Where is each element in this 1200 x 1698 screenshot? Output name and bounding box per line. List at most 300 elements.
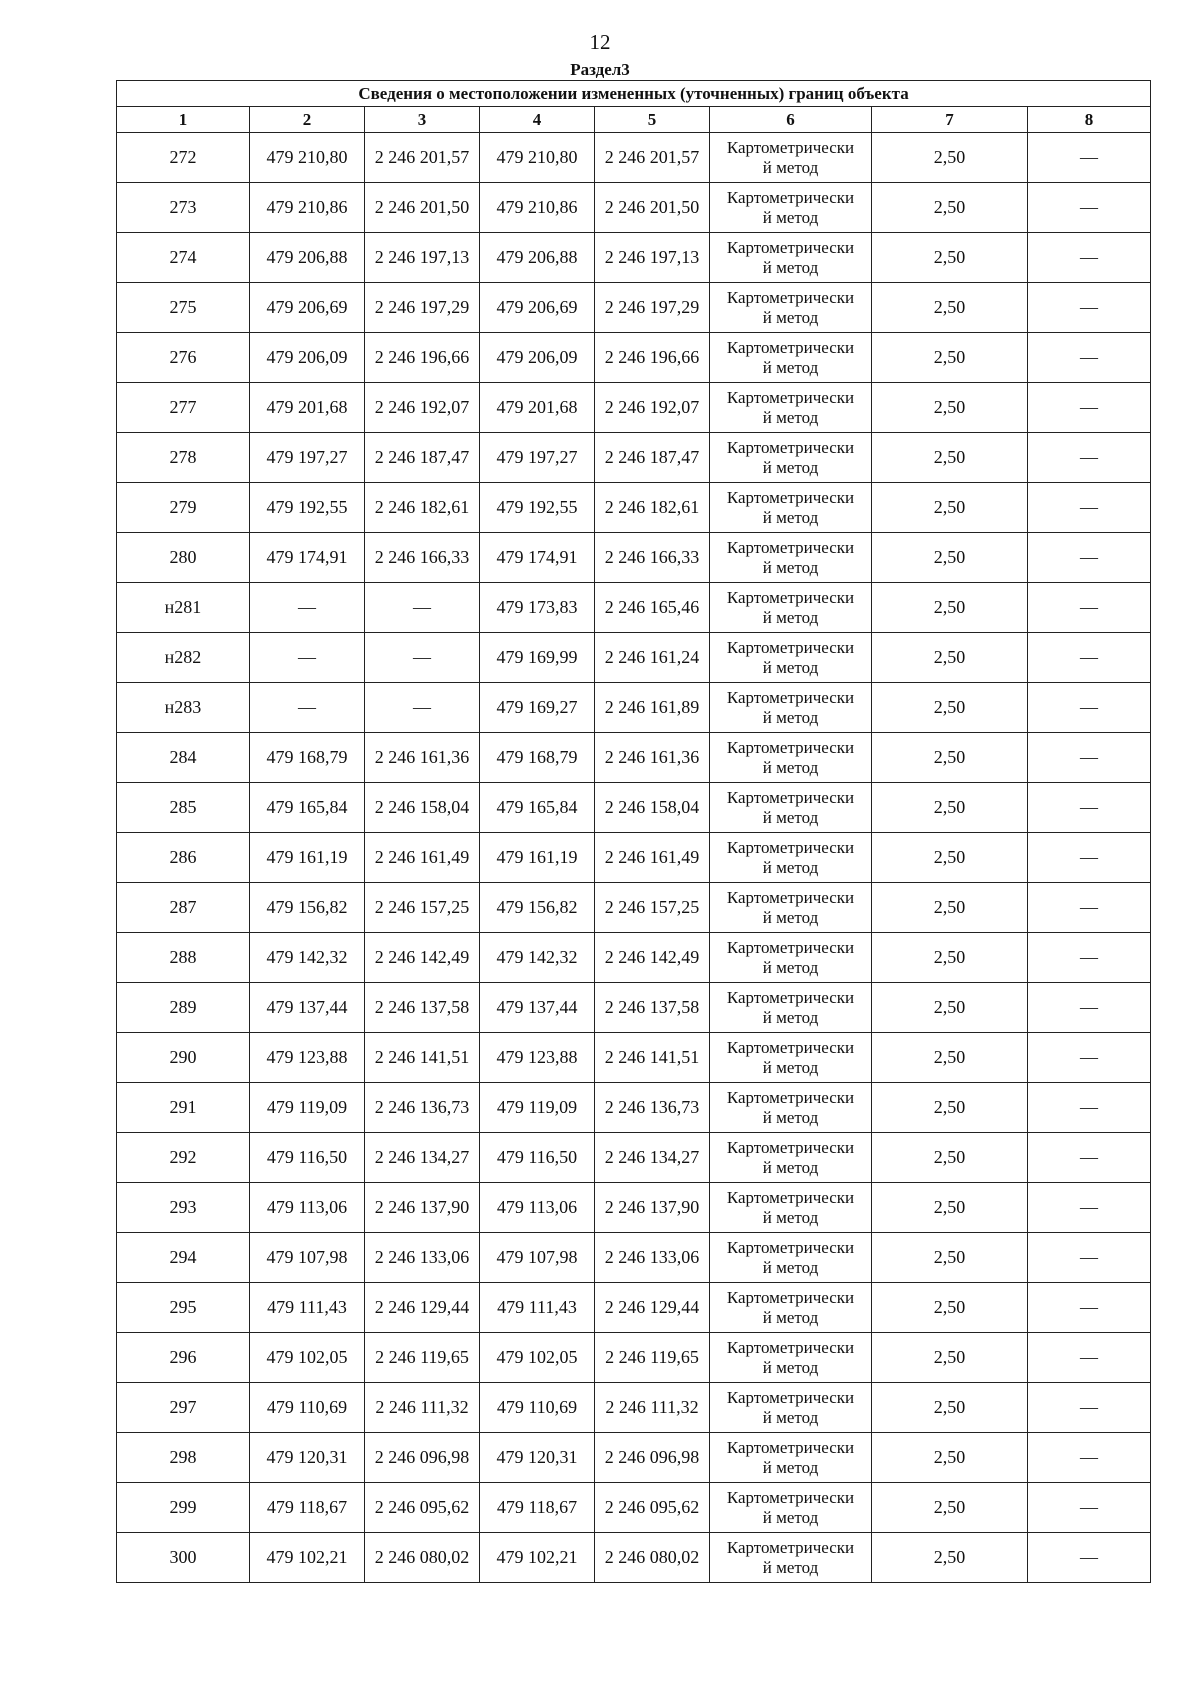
- point-cell: 272: [117, 133, 250, 183]
- method-cell: [710, 433, 872, 483]
- method-line-2: й метод: [762, 257, 819, 277]
- x-new-cell: 479 169,27: [480, 683, 595, 733]
- table-row: [117, 1383, 1151, 1433]
- accuracy-cell: 2,50: [872, 883, 1028, 933]
- y-new-cell: 2 246 192,07: [595, 383, 710, 433]
- method-cell: [710, 483, 872, 533]
- method-cell: [710, 833, 872, 883]
- y-new-cell: 2 246 111,32: [595, 1383, 710, 1433]
- col8-cell: —: [1028, 883, 1151, 933]
- x-new-cell: 479 156,82: [480, 883, 595, 933]
- point-cell: 294: [117, 1233, 250, 1283]
- y-new-cell: 2 246 141,51: [595, 1033, 710, 1083]
- x-old-cell: 479 142,32: [250, 933, 365, 983]
- method-line-1: Картометрически: [726, 1037, 855, 1057]
- method-line-1: Картометрически: [726, 487, 855, 507]
- y-new-cell: 2 246 095,62: [595, 1483, 710, 1533]
- method-line-2: й метод: [762, 707, 819, 727]
- x-old-cell: 479 102,05: [250, 1333, 365, 1383]
- x-new-cell: 479 197,27: [480, 433, 595, 483]
- method-line-1: Картометрически: [726, 1187, 855, 1207]
- method-line-2: й метод: [762, 457, 819, 477]
- table-row: [117, 833, 1151, 883]
- y-old-cell: 2 246 129,44: [365, 1283, 480, 1333]
- method-line-1: Картометрически: [726, 1287, 855, 1307]
- y-old-cell: 2 246 137,58: [365, 983, 480, 1033]
- x-new-cell: 479 206,09: [480, 333, 595, 383]
- y-old-cell: 2 246 111,32: [365, 1383, 480, 1433]
- x-old-cell: 479 192,55: [250, 483, 365, 533]
- accuracy-cell: 2,50: [872, 983, 1028, 1033]
- method-cell: [710, 1333, 872, 1383]
- y-old-cell: 2 246 119,65: [365, 1333, 480, 1383]
- table-row: [117, 1183, 1151, 1233]
- table-row: [117, 1233, 1151, 1283]
- accuracy-cell: 2,50: [872, 933, 1028, 983]
- x-new-cell: 479 107,98: [480, 1233, 595, 1283]
- col8-cell: —: [1028, 383, 1151, 433]
- method-line-2: й метод: [762, 857, 819, 877]
- method-line-2: й метод: [762, 907, 819, 927]
- method-line-1: Картометрически: [726, 1537, 855, 1557]
- col8-cell: —: [1028, 1233, 1151, 1283]
- x-old-cell: 479 165,84: [250, 783, 365, 833]
- method-line-1: Картометрически: [726, 1487, 855, 1507]
- point-cell: 299: [117, 1483, 250, 1533]
- point-cell: 289: [117, 983, 250, 1033]
- y-old-cell: 2 246 136,73: [365, 1083, 480, 1133]
- method-line-2: й метод: [762, 1157, 819, 1177]
- accuracy-cell: 2,50: [872, 1133, 1028, 1183]
- method-line-2: й метод: [762, 957, 819, 977]
- y-old-cell: 2 246 197,29: [365, 283, 480, 333]
- point-cell: 297: [117, 1383, 250, 1433]
- col8-cell: —: [1028, 583, 1151, 633]
- method-cell: [710, 1133, 872, 1183]
- accuracy-cell: 2,50: [872, 1433, 1028, 1483]
- x-old-cell: 479 111,43: [250, 1283, 365, 1333]
- method-cell: [710, 933, 872, 983]
- column-number: 7: [872, 107, 1028, 133]
- method-cell: [710, 633, 872, 683]
- method-line-2: й метод: [762, 657, 819, 677]
- section-label: Раздел3: [570, 60, 630, 79]
- x-new-cell: 479 111,43: [480, 1283, 595, 1333]
- table-row: [117, 1533, 1151, 1583]
- x-old-cell: 479 206,88: [250, 233, 365, 283]
- col8-cell: —: [1028, 1183, 1151, 1233]
- method-line-2: й метод: [762, 157, 819, 177]
- point-cell: 298: [117, 1433, 250, 1483]
- col8-cell: —: [1028, 1333, 1151, 1383]
- method-line-2: й метод: [762, 607, 819, 627]
- col8-cell: —: [1028, 783, 1151, 833]
- point-cell: 278: [117, 433, 250, 483]
- method-line-1: Картометрически: [726, 387, 855, 407]
- method-line-1: Картометрически: [726, 1087, 855, 1107]
- y-old-cell: 2 246 137,90: [365, 1183, 480, 1233]
- point-cell: 279: [117, 483, 250, 533]
- y-new-cell: 2 246 201,50: [595, 183, 710, 233]
- y-new-cell: 2 246 119,65: [595, 1333, 710, 1383]
- x-new-cell: 479 113,06: [480, 1183, 595, 1233]
- table-row: [117, 783, 1151, 833]
- column-number: 8: [1028, 107, 1151, 133]
- table-row: [117, 583, 1151, 633]
- method-line-1: Картометрически: [726, 437, 855, 457]
- x-new-cell: 479 142,32: [480, 933, 595, 983]
- method-cell: [710, 533, 872, 583]
- accuracy-cell: 2,50: [872, 383, 1028, 433]
- column-number: 4: [480, 107, 595, 133]
- method-line-1: Картометрически: [726, 337, 855, 357]
- x-old-cell: 479 120,31: [250, 1433, 365, 1483]
- accuracy-cell: 2,50: [872, 433, 1028, 483]
- method-line-2: й метод: [762, 1207, 819, 1227]
- col8-cell: —: [1028, 133, 1151, 183]
- point-cell: 276: [117, 333, 250, 383]
- method-line-2: й метод: [762, 207, 819, 227]
- x-new-cell: 479 120,31: [480, 1433, 595, 1483]
- method-cell: [710, 1083, 872, 1133]
- method-cell: [710, 583, 872, 633]
- table-row: [117, 233, 1151, 283]
- x-new-cell: 479 168,79: [480, 733, 595, 783]
- method-cell: [710, 383, 872, 433]
- accuracy-cell: 2,50: [872, 1183, 1028, 1233]
- x-new-cell: 479 206,88: [480, 233, 595, 283]
- point-cell: 288: [117, 933, 250, 983]
- y-new-cell: 2 246 133,06: [595, 1233, 710, 1283]
- x-old-cell: 479 161,19: [250, 833, 365, 883]
- point-cell: 274: [117, 233, 250, 283]
- method-cell: [710, 1183, 872, 1233]
- col8-cell: —: [1028, 1283, 1151, 1333]
- method-line-2: й метод: [762, 357, 819, 377]
- table-row: [117, 1483, 1151, 1533]
- table-row: [117, 1033, 1151, 1083]
- y-new-cell: 2 246 157,25: [595, 883, 710, 933]
- y-old-cell: —: [365, 583, 480, 633]
- col8-cell: —: [1028, 283, 1151, 333]
- method-line-1: Картометрически: [726, 637, 855, 657]
- col8-cell: —: [1028, 1033, 1151, 1083]
- method-line-2: й метод: [762, 1257, 819, 1277]
- table-row: [117, 683, 1151, 733]
- method-line-1: Картометрически: [726, 537, 855, 557]
- column-number: 6: [710, 107, 872, 133]
- x-new-cell: 479 174,91: [480, 533, 595, 583]
- y-new-cell: 2 246 161,36: [595, 733, 710, 783]
- point-cell: 300: [117, 1533, 250, 1583]
- point-cell: 277: [117, 383, 250, 433]
- point-cell: 275: [117, 283, 250, 333]
- y-new-cell: 2 246 137,58: [595, 983, 710, 1033]
- method-line-2: й метод: [762, 1557, 819, 1577]
- table-row: [117, 633, 1151, 683]
- col8-cell: —: [1028, 983, 1151, 1033]
- method-line-2: й метод: [762, 507, 819, 527]
- accuracy-cell: 2,50: [872, 783, 1028, 833]
- y-old-cell: 2 246 196,66: [365, 333, 480, 383]
- y-old-cell: 2 246 158,04: [365, 783, 480, 833]
- table-row: [117, 933, 1151, 983]
- method-line-2: й метод: [762, 1307, 819, 1327]
- method-line-2: й метод: [762, 757, 819, 777]
- method-line-2: й метод: [762, 1507, 819, 1527]
- point-cell: 291: [117, 1083, 250, 1133]
- y-old-cell: 2 246 192,07: [365, 383, 480, 433]
- y-new-cell: 2 246 201,57: [595, 133, 710, 183]
- accuracy-cell: 2,50: [872, 1233, 1028, 1283]
- x-new-cell: 479 161,19: [480, 833, 595, 883]
- method-cell: [710, 233, 872, 283]
- x-new-cell: 479 165,84: [480, 783, 595, 833]
- x-old-cell: 479 110,69: [250, 1383, 365, 1433]
- col8-cell: —: [1028, 333, 1151, 383]
- x-old-cell: 479 113,06: [250, 1183, 365, 1233]
- x-old-cell: —: [250, 583, 365, 633]
- method-cell: [710, 183, 872, 233]
- column-number: 3: [365, 107, 480, 133]
- col8-cell: —: [1028, 483, 1151, 533]
- method-line-1: Картометрически: [726, 1387, 855, 1407]
- x-new-cell: 479 210,86: [480, 183, 595, 233]
- col8-cell: —: [1028, 633, 1151, 683]
- accuracy-cell: 2,50: [872, 183, 1028, 233]
- method-line-1: Картометрически: [726, 787, 855, 807]
- y-new-cell: 2 246 137,90: [595, 1183, 710, 1233]
- y-old-cell: 2 246 134,27: [365, 1133, 480, 1183]
- y-old-cell: 2 246 166,33: [365, 533, 480, 583]
- x-new-cell: 479 102,21: [480, 1533, 595, 1583]
- y-old-cell: 2 246 141,51: [365, 1033, 480, 1083]
- x-old-cell: 479 174,91: [250, 533, 365, 583]
- x-new-cell: 479 206,69: [480, 283, 595, 333]
- method-cell: [710, 1533, 872, 1583]
- method-line-2: й метод: [762, 1057, 819, 1077]
- method-line-1: Картометрически: [726, 287, 855, 307]
- y-new-cell: 2 246 136,73: [595, 1083, 710, 1133]
- x-new-cell: 479 169,99: [480, 633, 595, 683]
- method-line-1: Картометрически: [726, 137, 855, 157]
- method-line-2: й метод: [762, 1457, 819, 1477]
- x-old-cell: 479 107,98: [250, 1233, 365, 1283]
- table-row: [117, 733, 1151, 783]
- y-new-cell: 2 246 080,02: [595, 1533, 710, 1583]
- accuracy-cell: 2,50: [872, 1483, 1028, 1533]
- method-line-1: Картометрически: [726, 837, 855, 857]
- point-cell: 280: [117, 533, 250, 583]
- accuracy-cell: 2,50: [872, 733, 1028, 783]
- method-cell: [710, 133, 872, 183]
- x-new-cell: 479 137,44: [480, 983, 595, 1033]
- method-line-1: Картометрически: [726, 987, 855, 1007]
- method-line-1: Картометрически: [726, 737, 855, 757]
- method-line-1: Картометрически: [726, 187, 855, 207]
- method-line-1: Картометрически: [726, 887, 855, 907]
- method-line-1: Картометрически: [726, 1137, 855, 1157]
- accuracy-cell: 2,50: [872, 283, 1028, 333]
- method-line-2: й метод: [762, 407, 819, 427]
- col8-cell: —: [1028, 733, 1151, 783]
- point-cell: н283: [117, 683, 250, 733]
- y-new-cell: 2 246 197,13: [595, 233, 710, 283]
- x-new-cell: 479 116,50: [480, 1133, 595, 1183]
- col8-cell: —: [1028, 1483, 1151, 1533]
- accuracy-cell: 2,50: [872, 633, 1028, 683]
- y-new-cell: 2 246 142,49: [595, 933, 710, 983]
- point-cell: 295: [117, 1283, 250, 1333]
- table-row: [117, 433, 1151, 483]
- col8-cell: —: [1028, 1383, 1151, 1433]
- column-number: 1: [117, 107, 250, 133]
- y-old-cell: 2 246 157,25: [365, 883, 480, 933]
- accuracy-cell: 2,50: [872, 1283, 1028, 1333]
- x-old-cell: —: [250, 683, 365, 733]
- y-new-cell: 2 246 129,44: [595, 1283, 710, 1333]
- col8-cell: —: [1028, 533, 1151, 583]
- method-cell: [710, 783, 872, 833]
- y-new-cell: 2 246 096,98: [595, 1433, 710, 1483]
- point-cell: 290: [117, 1033, 250, 1083]
- accuracy-cell: 2,50: [872, 1083, 1028, 1133]
- y-new-cell: 2 246 158,04: [595, 783, 710, 833]
- x-new-cell: 479 110,69: [480, 1383, 595, 1433]
- x-old-cell: 479 201,68: [250, 383, 365, 433]
- accuracy-cell: 2,50: [872, 833, 1028, 883]
- accuracy-cell: 2,50: [872, 333, 1028, 383]
- y-old-cell: 2 246 161,36: [365, 733, 480, 783]
- x-old-cell: 479 206,09: [250, 333, 365, 383]
- method-line-1: Картометрически: [726, 1437, 855, 1457]
- method-cell: [710, 983, 872, 1033]
- method-line-1: Картометрически: [726, 1337, 855, 1357]
- y-new-cell: 2 246 161,89: [595, 683, 710, 733]
- col8-cell: —: [1028, 833, 1151, 883]
- table-row: [117, 1333, 1151, 1383]
- method-cell: [710, 883, 872, 933]
- y-old-cell: 2 246 182,61: [365, 483, 480, 533]
- x-old-cell: 479 197,27: [250, 433, 365, 483]
- point-cell: 286: [117, 833, 250, 883]
- col8-cell: —: [1028, 1533, 1151, 1583]
- table-row: [117, 283, 1151, 333]
- method-line-2: й метод: [762, 307, 819, 327]
- point-cell: 293: [117, 1183, 250, 1233]
- method-cell: [710, 733, 872, 783]
- method-line-2: й метод: [762, 557, 819, 577]
- x-new-cell: 479 192,55: [480, 483, 595, 533]
- y-old-cell: 2 246 161,49: [365, 833, 480, 883]
- y-old-cell: 2 246 095,62: [365, 1483, 480, 1533]
- accuracy-cell: 2,50: [872, 1533, 1028, 1583]
- y-old-cell: 2 246 142,49: [365, 933, 480, 983]
- col8-cell: —: [1028, 1133, 1151, 1183]
- accuracy-cell: 2,50: [872, 1383, 1028, 1433]
- col8-cell: —: [1028, 933, 1151, 983]
- y-old-cell: 2 246 080,02: [365, 1533, 480, 1583]
- y-old-cell: 2 246 201,57: [365, 133, 480, 183]
- method-line-2: й метод: [762, 807, 819, 827]
- y-old-cell: —: [365, 683, 480, 733]
- y-old-cell: 2 246 197,13: [365, 233, 480, 283]
- x-old-cell: 479 137,44: [250, 983, 365, 1033]
- method-line-2: й метод: [762, 1007, 819, 1027]
- table-row: [117, 483, 1151, 533]
- y-old-cell: 2 246 133,06: [365, 1233, 480, 1283]
- point-cell: 296: [117, 1333, 250, 1383]
- x-old-cell: 479 168,79: [250, 733, 365, 783]
- accuracy-cell: 2,50: [872, 233, 1028, 283]
- table-row: [117, 1433, 1151, 1483]
- y-old-cell: 2 246 201,50: [365, 183, 480, 233]
- y-new-cell: 2 246 166,33: [595, 533, 710, 583]
- method-line-2: й метод: [762, 1407, 819, 1427]
- x-old-cell: 479 118,67: [250, 1483, 365, 1533]
- x-old-cell: —: [250, 633, 365, 683]
- table-row: [117, 883, 1151, 933]
- y-new-cell: 2 246 182,61: [595, 483, 710, 533]
- method-line-2: й метод: [762, 1107, 819, 1127]
- method-cell: [710, 1033, 872, 1083]
- y-new-cell: 2 246 165,46: [595, 583, 710, 633]
- accuracy-cell: 2,50: [872, 483, 1028, 533]
- accuracy-cell: 2,50: [872, 133, 1028, 183]
- y-new-cell: 2 246 196,66: [595, 333, 710, 383]
- col8-cell: —: [1028, 683, 1151, 733]
- column-number: 5: [595, 107, 710, 133]
- point-cell: 285: [117, 783, 250, 833]
- x-old-cell: 479 210,86: [250, 183, 365, 233]
- point-cell: 287: [117, 883, 250, 933]
- method-line-1: Картометрически: [726, 937, 855, 957]
- x-new-cell: 479 119,09: [480, 1083, 595, 1133]
- column-number: 2: [250, 107, 365, 133]
- method-cell: [710, 683, 872, 733]
- table-row: [117, 133, 1151, 183]
- col8-cell: —: [1028, 433, 1151, 483]
- table-row: [117, 1083, 1151, 1133]
- y-new-cell: 2 246 187,47: [595, 433, 710, 483]
- point-cell: 292: [117, 1133, 250, 1183]
- method-line-1: Картометрически: [726, 237, 855, 257]
- boundary-table: [116, 80, 1151, 1583]
- point-cell: н282: [117, 633, 250, 683]
- method-cell: [710, 1483, 872, 1533]
- x-new-cell: 479 102,05: [480, 1333, 595, 1383]
- method-cell: [710, 1433, 872, 1483]
- method-cell: [710, 1283, 872, 1333]
- x-old-cell: 479 210,80: [250, 133, 365, 183]
- method-cell: [710, 283, 872, 333]
- x-old-cell: 479 119,09: [250, 1083, 365, 1133]
- x-new-cell: 479 201,68: [480, 383, 595, 433]
- table-row: [117, 1133, 1151, 1183]
- method-line-2: й метод: [762, 1357, 819, 1377]
- table-row: [117, 533, 1151, 583]
- page-number: 12: [589, 30, 611, 54]
- table-row: [117, 1283, 1151, 1333]
- x-old-cell: 479 102,21: [250, 1533, 365, 1583]
- method-line-1: Картометрически: [726, 687, 855, 707]
- y-new-cell: 2 246 161,49: [595, 833, 710, 883]
- accuracy-cell: 2,50: [872, 1333, 1028, 1383]
- method-cell: [710, 1383, 872, 1433]
- y-old-cell: 2 246 187,47: [365, 433, 480, 483]
- x-new-cell: 479 123,88: [480, 1033, 595, 1083]
- point-cell: н281: [117, 583, 250, 633]
